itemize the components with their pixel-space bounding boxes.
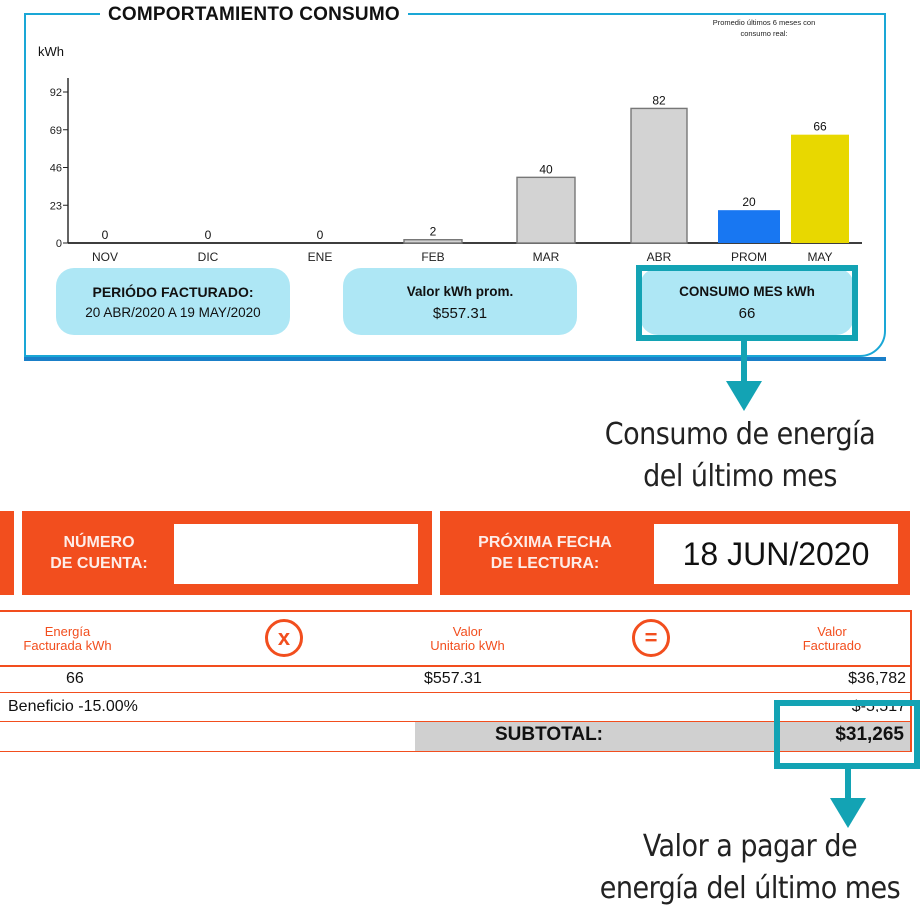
discount-label: Beneficio -15.00% — [8, 698, 138, 715]
x-tick-label: ENE — [307, 250, 333, 264]
next-reading-label-line2: DE LECTURA: — [490, 555, 600, 572]
average-note — [694, 17, 834, 39]
subtotal-highlight-frame — [774, 700, 920, 769]
x-tick-label: ABR — [646, 250, 672, 264]
subtotal-value: $31,265 — [835, 724, 904, 745]
average-note-line1: Promedio últimos 6 meses con — [712, 18, 816, 27]
consumption-caption-line1: Consumo de energía — [604, 417, 876, 452]
consumption-caption — [560, 414, 920, 498]
account-number-label-line2: DE CUENTA: — [50, 555, 148, 572]
monthly-consumption-title: CONSUMO MES kWh — [679, 284, 815, 299]
next-reading-label — [452, 532, 638, 574]
header-billed-energy-line1: Energía — [44, 624, 91, 639]
header-billed-value — [770, 625, 894, 653]
bar-value-label: 66 — [813, 119, 827, 134]
bar-value-label: 82 — [652, 93, 666, 108]
y-tick-label: 69 — [49, 124, 62, 137]
billed-value-cell: $36,782 — [848, 670, 906, 687]
equals-icon: = — [632, 619, 670, 657]
bar-value-label: 0 — [204, 228, 212, 242]
table-row-divider — [0, 692, 912, 693]
subtotal-arrow-line — [845, 769, 851, 801]
subtotal-caption — [560, 826, 924, 910]
y-tick-label: 46 — [49, 162, 62, 175]
header-billed-value-line2: Facturado — [802, 638, 862, 653]
x-tick-label: NOV — [91, 250, 119, 264]
x-tick-label: PROM — [731, 250, 767, 264]
next-reading-label-line1: PRÓXIMA FECHA — [478, 534, 612, 551]
bar-value-label: 0 — [101, 228, 109, 242]
bar — [718, 210, 780, 243]
subtotal-caption-line2: energía del último mes — [599, 871, 901, 906]
header-billed-value-line1: Valor — [817, 624, 847, 639]
consumption-chart — [30, 40, 870, 270]
consumption-highlight-frame — [636, 265, 858, 341]
x-tick-label: MAR — [532, 250, 560, 264]
x-tick-label: MAY — [807, 250, 833, 264]
discount-value: $-5,517 — [851, 698, 906, 712]
y-tick-label: 0 — [55, 238, 62, 250]
multiply-icon: x — [265, 619, 303, 657]
average-note-line2: consumo real: — [740, 29, 788, 38]
header-billed-energy-line2: Facturada kWh — [23, 638, 112, 653]
x-tick-label: FEB — [421, 250, 445, 264]
consumption-arrow-line — [741, 341, 747, 383]
table-header-divider — [0, 665, 912, 667]
next-reading-date: 18 JUN/2020 — [654, 524, 898, 584]
header-unit-value — [400, 625, 535, 653]
y-tick-label: 92 — [49, 87, 62, 99]
bar — [791, 135, 849, 243]
consumption-caption-line2: del último mes — [643, 459, 837, 494]
monthly-consumption-value: 66 — [738, 305, 756, 322]
bar-value-label: 20 — [742, 195, 756, 210]
account-number-label — [34, 532, 164, 574]
kwh-price-value: $557.31 — [432, 305, 488, 322]
bar — [631, 108, 687, 243]
header-unit-value-line1: Valor — [452, 624, 483, 639]
bar-value-label: 40 — [539, 162, 553, 177]
account-number-label-line1: NÚMERO — [63, 534, 135, 551]
x-tick-label: DIC — [197, 250, 219, 264]
down-arrow-icon — [830, 798, 866, 828]
billing-period-value: 20 ABR/2020 A 19 MAY/2020 — [85, 305, 261, 320]
down-arrow-icon — [726, 381, 762, 411]
bar-value-label: 0 — [316, 228, 324, 242]
y-tick-label: 23 — [49, 200, 62, 213]
orange-edge-block — [0, 511, 14, 595]
billing-period-title: PERIÓDO FACTURADO: — [92, 284, 254, 300]
unit-value-cell: $557.31 — [424, 670, 482, 687]
billed-energy-cell: 66 — [66, 670, 84, 687]
kwh-price-box — [343, 268, 577, 335]
account-number-field — [174, 524, 418, 584]
panel-title: COMPORTAMIENTO CONSUMO — [100, 4, 408, 26]
subtotal-label: SUBTOTAL: — [495, 724, 604, 745]
header-unit-value-line2: Unitario kWh — [430, 638, 505, 653]
billing-period-box — [56, 268, 290, 335]
subtotal-caption-line1: Valor a pagar de — [642, 829, 858, 864]
bar-value-label: 2 — [429, 224, 437, 239]
bar — [517, 177, 575, 243]
y-axis-label: kWh — [38, 44, 64, 59]
panel-underline — [24, 357, 886, 361]
kwh-price-title: Valor kWh prom. — [406, 284, 514, 299]
table-top-border — [0, 610, 912, 612]
header-billed-energy — [0, 625, 135, 653]
bar — [404, 240, 462, 243]
